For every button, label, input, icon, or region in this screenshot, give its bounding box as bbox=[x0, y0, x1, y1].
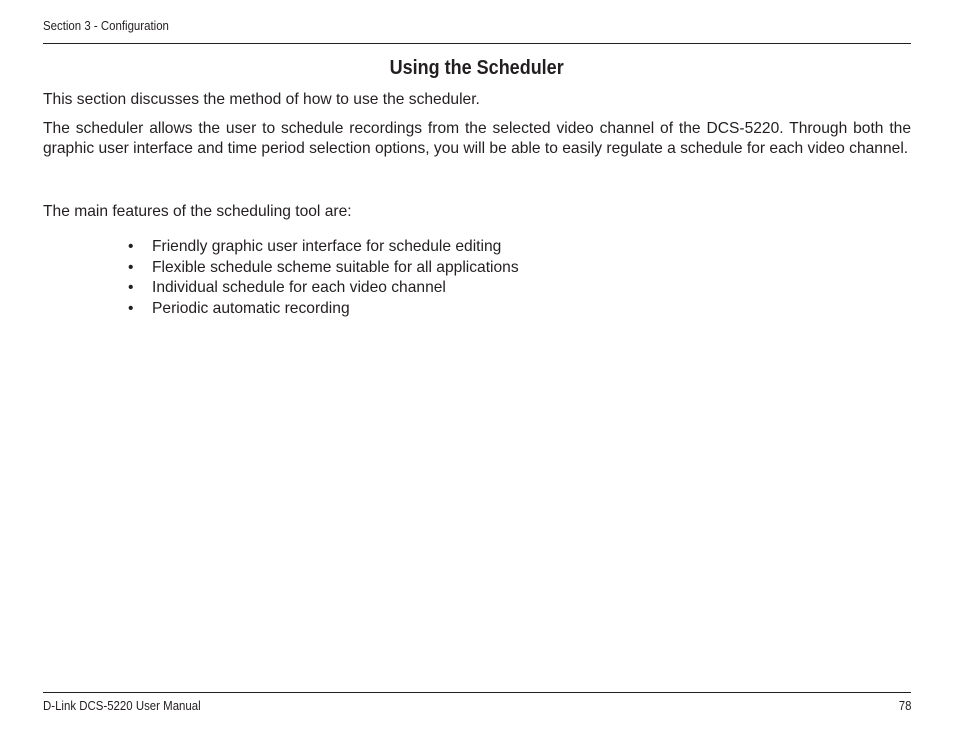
bullet-icon: • bbox=[128, 238, 134, 255]
header-divider bbox=[43, 43, 911, 44]
list-item bbox=[128, 278, 519, 299]
list-item bbox=[128, 237, 519, 258]
running-header: Section 3 - Configuration bbox=[43, 18, 169, 33]
list-item-text: Flexible schedule scheme suitable for all applications bbox=[152, 258, 519, 276]
list-item bbox=[128, 299, 519, 320]
footer-divider bbox=[43, 692, 911, 693]
list-item-text: Individual schedule for each video channel bbox=[152, 279, 446, 296]
list-item-text: Periodic automatic recording bbox=[152, 299, 350, 317]
page-title bbox=[43, 57, 911, 80]
list-item-text: Friendly graphic user interface for schedule editing bbox=[152, 238, 502, 255]
feature-list bbox=[128, 237, 519, 319]
description-paragraph: The scheduler allows the user to schedule recordings from the selected video channel of the DCS-5220. Through both the graphic user interface and time period selection options, you will be able to easily regulate a schedule for each video channel. bbox=[43, 120, 911, 158]
bullet-icon: • bbox=[128, 258, 134, 276]
page-number: 78 bbox=[898, 698, 911, 713]
bullet-icon: • bbox=[128, 279, 134, 296]
list-item bbox=[128, 258, 519, 279]
page-title-text: Using the Scheduler bbox=[389, 57, 565, 79]
features-heading: The main features of the scheduling tool are: bbox=[43, 203, 352, 220]
intro-paragraph: This section discusses the method of how to use the scheduler. bbox=[43, 91, 480, 108]
running-footer: D-Link DCS-5220 User Manual bbox=[43, 698, 201, 713]
bullet-icon: • bbox=[128, 299, 134, 317]
